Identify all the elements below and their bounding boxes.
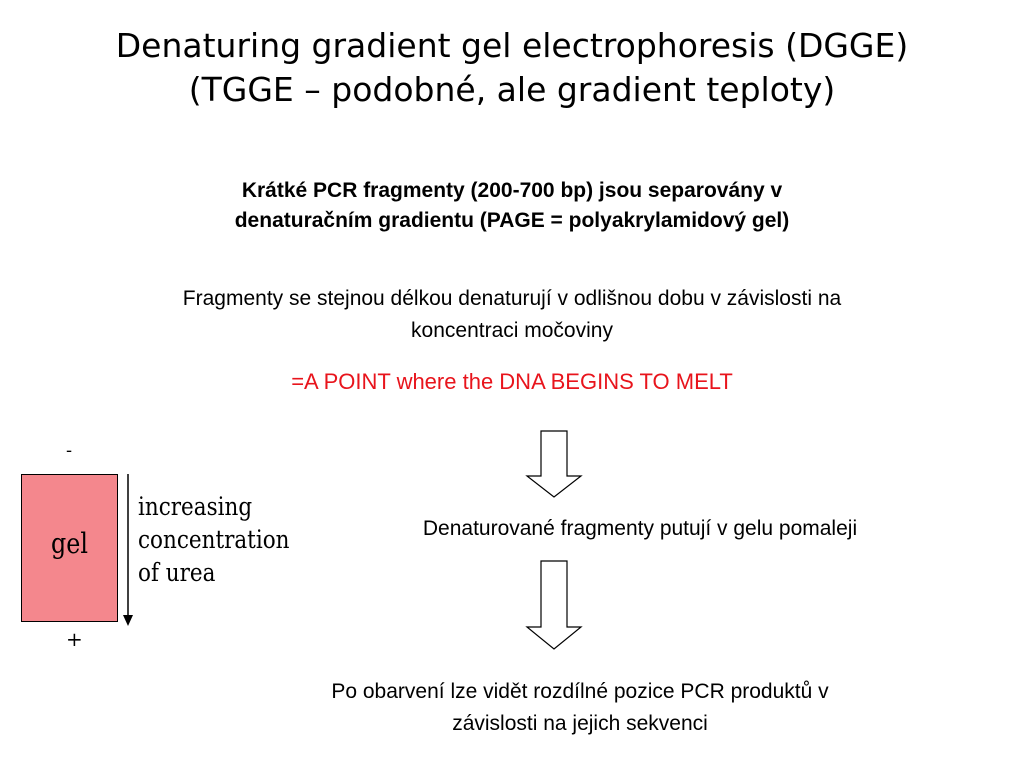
intro-paragraph bbox=[60, 176, 964, 236]
positive-pole-label: + bbox=[66, 627, 83, 651]
final-note bbox=[200, 676, 960, 740]
down-arrow-icon bbox=[525, 560, 585, 652]
final-line-1: Po obarvení lze vidět rozdílné pozice PCR produktů v bbox=[331, 680, 829, 703]
urea-gradient-arrow-icon bbox=[118, 472, 138, 628]
slide-title bbox=[0, 24, 1024, 112]
intro-line-1: Krátké PCR fragmenty (200-700 bp) jsou separovány v bbox=[241, 179, 783, 202]
down-arrow-icon bbox=[525, 430, 585, 500]
urea-gradient-label bbox=[138, 490, 293, 589]
description-line-2: koncentraci močoviny bbox=[411, 319, 613, 342]
melt-note: =A POINT where the DNA BEGINS TO MELT bbox=[291, 369, 733, 394]
urea-line-2: concentration bbox=[138, 525, 290, 554]
intro-line-2: denaturačním gradientu (PAGE = polyakrylamidový gel) bbox=[234, 209, 790, 232]
description-line-1: Fragmenty se stejnou délkou denaturují v odlišnou dobu v závislosti na bbox=[182, 287, 842, 310]
description-paragraph bbox=[40, 283, 984, 347]
final-line-2: závislosti na jejich sekvenci bbox=[452, 712, 708, 735]
slow-migration-note: Denaturované fragmenty putují v gelu pomaleji bbox=[422, 517, 858, 540]
title-line-1: Denaturing gradient gel electrophoresis (DGGE) bbox=[115, 26, 909, 65]
title-line-2: (TGGE – podobné, ale gradient teploty) bbox=[188, 70, 836, 109]
negative-pole-label: - bbox=[66, 440, 73, 461]
gel-label: gel bbox=[51, 527, 88, 560]
urea-line-3: of urea bbox=[138, 558, 216, 587]
urea-line-1: increasing bbox=[138, 492, 253, 521]
